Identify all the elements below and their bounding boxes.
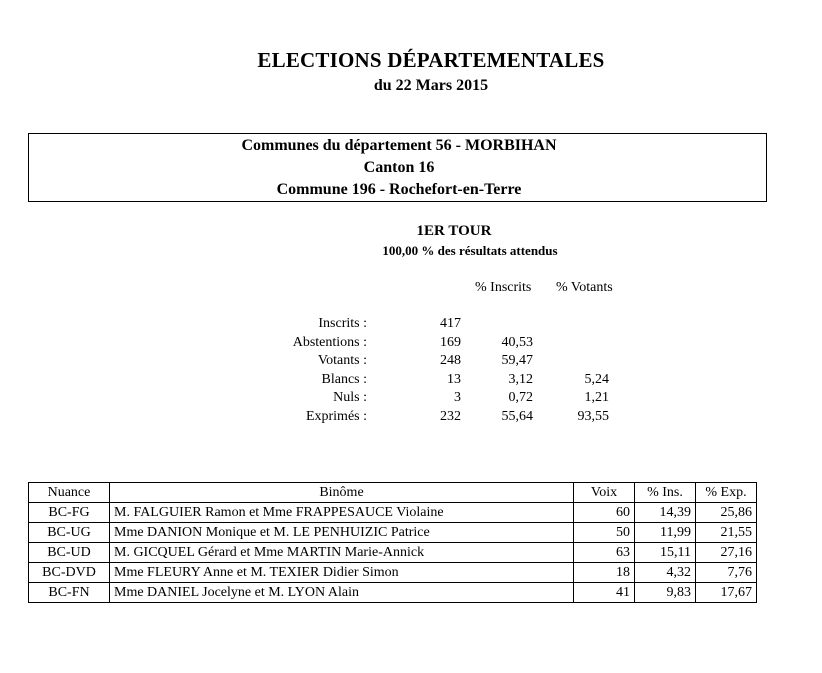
cell-voix: 63: [574, 543, 635, 563]
header-binome: Binôme: [110, 483, 574, 503]
commune-line: Commune 196 - Rochefort-en-Terre: [276, 181, 522, 198]
stat-pct-ins: 40,53: [501, 335, 533, 350]
stat-pct-ins: 3,12: [508, 372, 533, 387]
header-pct-exp: % Exp.: [696, 483, 757, 503]
cell-voix: 50: [574, 523, 635, 543]
cell-pct-exp: 25,86: [696, 503, 757, 523]
cell-pct-ins: 4,32: [635, 563, 696, 583]
header-voix: Voix: [574, 483, 635, 503]
stat-pct-ins: 55,64: [501, 409, 533, 424]
header-pct-ins: % Ins.: [635, 483, 696, 503]
table-row: [29, 503, 757, 523]
stat-count: 232: [440, 409, 461, 424]
location-box: [28, 133, 767, 202]
stat-label: Votants :: [317, 353, 367, 368]
col-pct-inscrits: % Inscrits: [475, 280, 532, 295]
page-title: ELECTIONS DÉPARTEMENTALES: [257, 48, 605, 72]
stat-pct-ins: 0,72: [508, 390, 533, 405]
cell-pct-ins: 15,11: [635, 543, 696, 563]
cell-pct-exp: 17,67: [696, 583, 757, 603]
stat-label: Abstentions :: [292, 335, 367, 350]
table-row: [29, 583, 757, 603]
cell-pct-exp: 27,16: [696, 543, 757, 563]
stat-pct-ins: 59,47: [501, 353, 533, 368]
stat-label: Exprimés :: [305, 409, 367, 424]
results-table: [28, 482, 757, 603]
cell-binome: M. FALGUIER Ramon et Mme FRAPPESAUCE Violaine: [110, 503, 574, 523]
stat-count: 248: [440, 353, 461, 368]
stat-pct-vot: 93,55: [577, 409, 609, 424]
stat-pct-vot: 5,24: [584, 372, 609, 387]
stat-count: 3: [454, 390, 461, 405]
expected-results: 100,00 % des résultats attendus: [382, 243, 558, 258]
cell-pct-exp: 7,76: [696, 563, 757, 583]
cell-binome: Mme DANION Monique et M. LE PENHUIZIC Patrice: [110, 523, 574, 543]
cell-nuance: BC-UD: [29, 543, 110, 563]
cell-pct-ins: 14,39: [635, 503, 696, 523]
table-header-row: [29, 483, 757, 503]
election-date: du 22 Mars 2015: [373, 77, 489, 94]
cell-nuance: BC-FN: [29, 583, 110, 603]
round-label: 1ER TOUR: [416, 223, 492, 239]
cell-pct-ins: 9,83: [635, 583, 696, 603]
cell-binome: M. GICQUEL Gérard et Mme MARTIN Marie-Annick: [110, 543, 574, 563]
col-pct-votants: % Votants: [556, 280, 613, 295]
cell-nuance: BC-UG: [29, 523, 110, 543]
cell-binome: Mme FLEURY Anne et M. TEXIER Didier Simon: [110, 563, 574, 583]
cell-voix: 60: [574, 503, 635, 523]
cell-voix: 18: [574, 563, 635, 583]
table-row: [29, 543, 757, 563]
cell-voix: 41: [574, 583, 635, 603]
stat-label: Nuls :: [333, 390, 367, 405]
cell-nuance: BC-FG: [29, 503, 110, 523]
stat-count: 417: [440, 316, 461, 331]
cell-pct-exp: 21,55: [696, 523, 757, 543]
department-line: Communes du département 56 - MORBIHAN: [241, 137, 557, 154]
canton-line: Canton 16: [363, 159, 435, 176]
stat-label: Blancs :: [321, 372, 367, 387]
stat-label: Inscrits :: [318, 316, 367, 331]
stat-count: 13: [447, 372, 461, 387]
cell-nuance: BC-DVD: [29, 563, 110, 583]
cell-pct-ins: 11,99: [635, 523, 696, 543]
stat-count: 169: [440, 335, 461, 350]
header-nuance: Nuance: [29, 483, 110, 503]
table-row: [29, 563, 757, 583]
stat-pct-vot: 1,21: [584, 390, 609, 405]
cell-binome: Mme DANIEL Jocelyne et M. LYON Alain: [110, 583, 574, 603]
table-row: [29, 523, 757, 543]
